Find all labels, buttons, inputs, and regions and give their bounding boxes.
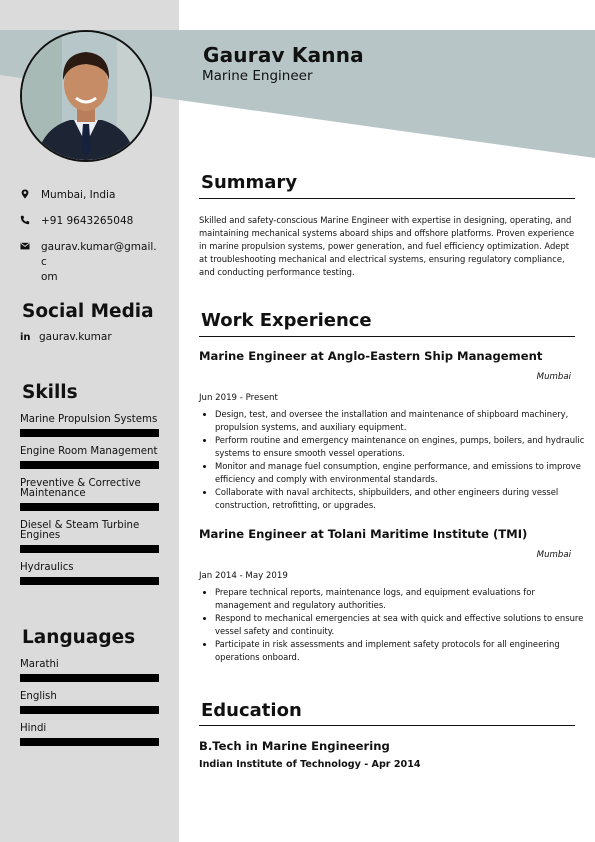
language-label: Hindi xyxy=(20,723,47,734)
skill-label: Preventive & Corrective xyxy=(20,478,141,489)
education-school: Indian Institute of Technology - Apr 2014 xyxy=(199,759,421,770)
skill-item xyxy=(20,479,159,499)
job-bullets xyxy=(199,586,591,664)
location-text: Mumbai, India xyxy=(41,189,116,201)
summary-heading: Summary xyxy=(201,172,298,193)
work-experience-heading: Work Experience xyxy=(201,310,372,331)
language-item xyxy=(20,724,159,734)
skill-bar xyxy=(20,429,159,437)
job-bullet: • Perform routine and emergency maintenance on engines, pumps, boilers, and hydraulic systems to ensure smooth vessel operations. xyxy=(215,434,591,460)
skill-bar xyxy=(20,503,159,511)
job-bullet: • Design, test, and oversee the installation and maintenance of shipboard machinery, propulsion systems, and auxiliary equipment. xyxy=(215,408,591,434)
job-dates: Jun 2019 - Present xyxy=(199,393,278,403)
language-label: Marathi xyxy=(20,659,59,670)
email-line-2: om xyxy=(41,271,58,283)
social-media-heading: Social Media xyxy=(22,301,154,322)
candidate-name: Gaurav Kanna xyxy=(203,43,364,67)
phone-text: +91 9643265048 xyxy=(41,215,134,227)
job-bullet: • Respond to mechanical emergencies at sea with quick and effective solutions to ensure vessel safety and continuity. xyxy=(215,612,591,638)
candidate-title: Marine Engineer xyxy=(202,68,313,84)
profile-photo xyxy=(20,30,152,162)
language-bar xyxy=(20,674,159,682)
language-item xyxy=(20,692,159,702)
work-experience-divider xyxy=(199,336,575,337)
job-title: Marine Engineer at Anglo-Eastern Ship Management xyxy=(199,349,543,363)
skill-label-line-2: Maintenance xyxy=(20,488,86,499)
job-bullet: • Monitor and manage fuel consumption, engine performance, and emissions to improve efficiency and comply with environmental standards. xyxy=(215,460,591,486)
language-label: English xyxy=(20,691,57,702)
job-bullet: • Prepare technical reports, maintenance logs, and equipment evaluations for management and regulatory authorities. xyxy=(215,586,591,612)
job-bullet: • Participate in risk assessments and implement safety protocols for all engineering operations onboard. xyxy=(215,638,591,664)
skills-heading: Skills xyxy=(22,382,78,403)
linkedin-icon: in xyxy=(20,332,31,343)
skill-item xyxy=(20,415,159,425)
job-bullets xyxy=(199,408,591,512)
language-item xyxy=(20,660,159,670)
phone-icon xyxy=(20,215,30,225)
linkedin-handle[interactable]: gaurav.kumar xyxy=(39,331,112,343)
skill-label-line-2: Engines xyxy=(20,530,61,541)
skill-label: Hydraulics xyxy=(20,562,74,573)
skill-bar xyxy=(20,461,159,469)
job-dates: Jan 2014 - May 2019 xyxy=(199,571,288,581)
language-bar xyxy=(20,738,159,746)
skill-bar xyxy=(20,577,159,585)
language-bar xyxy=(20,706,159,714)
skill-bar xyxy=(20,545,159,553)
skill-item xyxy=(20,447,159,457)
languages-heading: Languages xyxy=(22,627,136,648)
education-divider xyxy=(199,725,575,726)
email-icon xyxy=(20,241,30,251)
skill-label: Diesel & Steam Turbine xyxy=(20,520,140,531)
job-location: Mumbai xyxy=(536,372,571,382)
job-title: Marine Engineer at Tolani Maritime Institute (TMI) xyxy=(199,527,528,541)
job-bullet: • Collaborate with naval architects, shipbuilders, and other engineers during vessel construction, retrofitting, or upgrades. xyxy=(215,486,591,512)
email-text[interactable] xyxy=(41,240,161,285)
skill-item xyxy=(20,521,159,541)
skill-label: Marine Propulsion Systems xyxy=(20,414,158,425)
education-degree: B.Tech in Marine Engineering xyxy=(199,739,390,753)
skill-item xyxy=(20,563,159,573)
email-line-1: gaurav.kumar@gmail.c xyxy=(41,241,157,268)
location-pin-icon xyxy=(20,189,30,199)
education-heading: Education xyxy=(201,700,302,721)
skill-label: Engine Room Management xyxy=(20,446,158,457)
job-location: Mumbai xyxy=(536,550,571,560)
summary-divider xyxy=(199,198,575,199)
summary-text: Skilled and safety-conscious Marine Engineer with expertise in designing, operating, and maintaining mechanical systems aboard ships and offshore platforms. Proven experience in marine propulsion systems, power generation, and fuel efficiency optimization. Adept at troubleshooting mechanical and electrical systems, ensuring regulatory compliance, and conducting performance testing. xyxy=(199,215,575,277)
